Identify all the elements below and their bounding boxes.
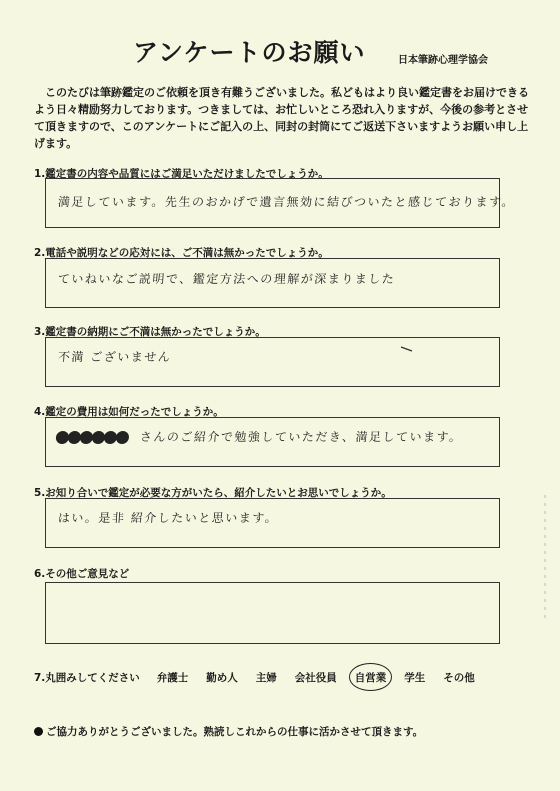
question-2-answer-box[interactable]	[45, 258, 500, 308]
occupation-option-employee[interactable]: 勤め人	[206, 672, 238, 684]
occupation-label: 7.丸囲みしてください	[34, 672, 140, 684]
question-4-answer-line	[55, 428, 463, 445]
footer-text: ご協力ありがとうございました。熟読しこれからの仕事に活かさせて頂きます。	[46, 726, 424, 738]
question-3-answer: 不満 ございません	[57, 350, 172, 364]
occupation-option-lawyer[interactable]: 弁護士	[156, 672, 189, 684]
question-1-label: 1.鑑定書の内容や品質にはご満足いただけましたでしょうか。	[34, 168, 329, 180]
question-2-answer: ていねいなご説明で、鑑定方法への理解が深まりました	[57, 272, 396, 286]
question-1-answer: 満足しています。先生のおかげで遺言無効に結びついたと感じております。	[57, 195, 516, 209]
occupation-option-student[interactable]: 学生	[404, 672, 426, 684]
form-title: アンケートのお願い	[133, 38, 366, 67]
question-5-answer-box[interactable]	[45, 498, 500, 548]
scan-edge-mark	[541, 495, 549, 625]
question-1-answer-box[interactable]	[45, 178, 516, 228]
question-4-answer: さんのご紹介で勉強していただき、満足しています。	[139, 430, 464, 444]
organization-name: 日本筆跡心理学協会	[398, 55, 488, 66]
question-6-answer-box[interactable]	[45, 582, 500, 644]
pen-mark	[400, 345, 414, 353]
question-4-answer-box[interactable]	[45, 417, 500, 467]
occupation-option-executive[interactable]: 会社役員	[294, 672, 337, 684]
occupation-option-self-employed[interactable]: 自営業	[354, 668, 388, 687]
redacted-name-mark	[55, 431, 134, 444]
question-2-label: 2.電話や説明などの応対には、ご不満は無かったでしょうか。	[34, 247, 329, 259]
question-3-answer-box[interactable]	[45, 337, 500, 387]
occupation-row	[34, 668, 476, 687]
occupation-option-homemaker[interactable]: 主婦	[255, 672, 277, 684]
question-4-label: 4.鑑定の費用は如何だったでしょうか。	[34, 406, 224, 418]
question-5-answer: はい。是非 紹介したいと思います。	[57, 511, 279, 525]
question-6-label: 6.その他ご意見など	[34, 568, 130, 580]
question-3-label: 3.鑑定書の納期にご不満は無かったでしょうか。	[34, 326, 266, 338]
footer-thanks	[34, 724, 423, 739]
question-5-label: 5.お知り合いで鑑定が必要な方がいたら、紹介したいとお思いでしょうか。	[34, 487, 392, 499]
intro-paragraph: このたびは筆跡鑑定のご依頼を頂き有難うございました。私どもはより良い鑑定書をお届けできるよう日々精励努力しております。つきましては、お忙しいところ恐れ入りますが、今後の参考とさせて頂きますので、このアンケートにご記入の上、同封の封筒にてご返送下さいますようお願い申し上げます。	[34, 86, 529, 150]
bullet-icon	[34, 727, 43, 736]
occupation-option-other[interactable]: その他	[443, 672, 475, 684]
